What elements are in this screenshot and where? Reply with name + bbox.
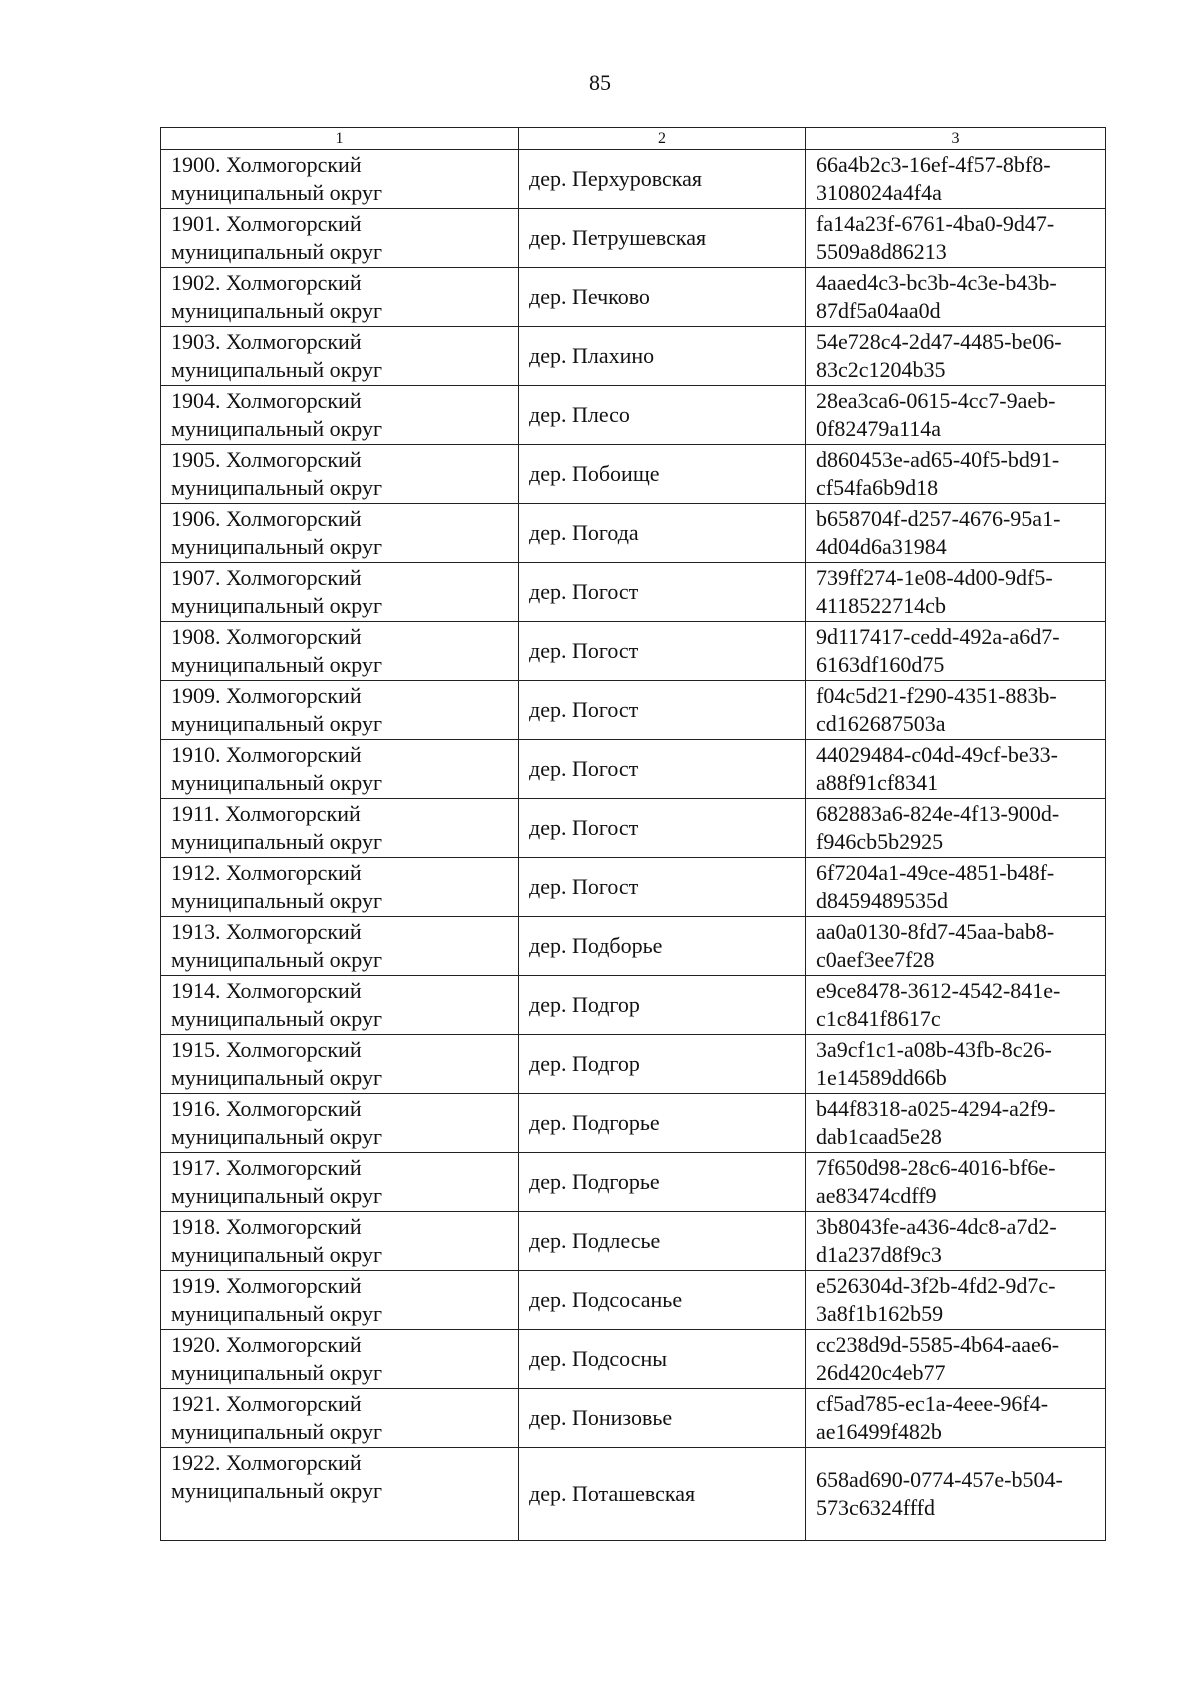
district-name: Холмогорский муниципальный округ — [171, 919, 383, 972]
row-number: 1908 . — [171, 624, 226, 649]
uuid-cell: 4aaed4c3-bc3b-4c3e-b43b-87df5a04aa0d — [806, 268, 1106, 327]
table-row — [161, 1330, 1106, 1389]
row-number: 1901 . — [171, 211, 226, 236]
district-name: Холмогорский муниципальный округ — [171, 152, 383, 205]
uuid-cell: 54e728c4-2d47-4485-be06-83c2c1204b35 — [806, 327, 1106, 386]
row-number: 1921 . — [171, 1391, 226, 1416]
table-row — [161, 1212, 1106, 1271]
table-row — [161, 917, 1106, 976]
district-name: Холмогорский муниципальный округ — [171, 270, 383, 323]
district-name: Холмогорский муниципальный округ — [171, 1391, 383, 1444]
row-number: 1922 . — [171, 1450, 226, 1475]
uuid-cell: d860453e-ad65-40f5-bd91-cf54fa6b9d18 — [806, 445, 1106, 504]
district-name: Холмогорский муниципальный округ — [171, 742, 383, 795]
district-name: Холмогорский муниципальный округ — [171, 1332, 383, 1385]
settlement-cell: дер. Погост — [519, 740, 806, 799]
district-cell — [161, 1094, 519, 1153]
row-number: 1900 . — [171, 152, 226, 177]
district-name: Холмогорский муниципальный округ — [171, 801, 383, 854]
column-header-2: 2 — [519, 128, 806, 150]
settlement-cell: дер. Плесо — [519, 386, 806, 445]
settlement-cell: дер. Подборье — [519, 917, 806, 976]
district-cell — [161, 563, 519, 622]
settlement-cell: дер. Петрушевская — [519, 209, 806, 268]
table-row — [161, 740, 1106, 799]
table-header — [161, 128, 1106, 150]
row-number: 1915 . — [171, 1037, 226, 1062]
district-cell — [161, 504, 519, 563]
row-number: 1919 . — [171, 1273, 226, 1298]
settlement-cell: дер. Подгор — [519, 1035, 806, 1094]
settlement-cell: дер. Поташевская — [519, 1448, 806, 1541]
district-cell — [161, 1035, 519, 1094]
row-number: 1906 . — [171, 506, 226, 531]
table-row — [161, 327, 1106, 386]
uuid-cell: e9ce8478-3612-4542-841e-c1c841f8617c — [806, 976, 1106, 1035]
district-cell — [161, 1153, 519, 1212]
header-row — [161, 128, 1106, 150]
district-name: Холмогорский муниципальный округ — [171, 388, 383, 441]
settlement-cell: дер. Погода — [519, 504, 806, 563]
table-row — [161, 1153, 1106, 1212]
row-number: 1913 . — [171, 919, 226, 944]
settlement-cell: дер. Подгорье — [519, 1153, 806, 1212]
table-row — [161, 1094, 1106, 1153]
district-name: Холмогорский муниципальный округ — [171, 506, 383, 559]
settlement-cell: дер. Погост — [519, 858, 806, 917]
settlement-cell: дер. Печково — [519, 268, 806, 327]
table-row — [161, 681, 1106, 740]
column-header-1: 1 — [161, 128, 519, 150]
uuid-cell: 739ff274-1e08-4d00-9df5-4118522714cb — [806, 563, 1106, 622]
uuid-cell: 28ea3ca6-0615-4cc7-9aeb-0f82479a114a — [806, 386, 1106, 445]
district-cell — [161, 917, 519, 976]
uuid-cell: f04c5d21-f290-4351-883b-cd162687503a — [806, 681, 1106, 740]
district-name: Холмогорский муниципальный округ — [171, 1214, 383, 1267]
table-row — [161, 504, 1106, 563]
uuid-cell: 6f7204a1-49ce-4851-b48f-d8459489535d — [806, 858, 1106, 917]
column-header-3: 3 — [806, 128, 1106, 150]
district-cell — [161, 681, 519, 740]
district-name: Холмогорский муниципальный округ — [171, 447, 383, 500]
uuid-cell: 658ad690-0774-457e-b504-573c6324fffd — [806, 1448, 1106, 1541]
settlement-cell: дер. Погост — [519, 563, 806, 622]
uuid-cell: b658704f-d257-4676-95a1-4d04d6a31984 — [806, 504, 1106, 563]
district-cell — [161, 327, 519, 386]
district-cell — [161, 445, 519, 504]
settlement-cell: дер. Погост — [519, 799, 806, 858]
table-row — [161, 563, 1106, 622]
district-cell — [161, 386, 519, 445]
row-number: 1902 . — [171, 270, 226, 295]
district-cell — [161, 1212, 519, 1271]
registry-table — [160, 127, 1106, 1541]
district-cell — [161, 858, 519, 917]
row-number: 1911 . — [171, 801, 225, 826]
uuid-cell: 3a9cf1c1-a08b-43fb-8c26-1e14589dd66b — [806, 1035, 1106, 1094]
district-cell — [161, 1271, 519, 1330]
settlement-cell: дер. Подлесье — [519, 1212, 806, 1271]
table-row — [161, 1448, 1106, 1541]
row-number: 1903 . — [171, 329, 226, 354]
settlement-cell: дер. Погост — [519, 622, 806, 681]
district-cell — [161, 740, 519, 799]
table-row — [161, 1271, 1106, 1330]
settlement-cell: дер. Подсосны — [519, 1330, 806, 1389]
row-number: 1909 . — [171, 683, 226, 708]
settlement-cell: дер. Плахино — [519, 327, 806, 386]
district-name: Холмогорский муниципальный округ — [171, 565, 383, 618]
table-row — [161, 1035, 1106, 1094]
settlement-cell: дер. Подгорье — [519, 1094, 806, 1153]
district-name: Холмогорский муниципальный округ — [171, 1037, 383, 1090]
uuid-cell: e526304d-3f2b-4fd2-9d7c-3a8f1b162b59 — [806, 1271, 1106, 1330]
table-row — [161, 150, 1106, 209]
district-cell — [161, 268, 519, 327]
table-row — [161, 209, 1106, 268]
table-row — [161, 799, 1106, 858]
table-row — [161, 268, 1106, 327]
row-number: 1905 . — [171, 447, 226, 472]
district-name: Холмогорский муниципальный округ — [171, 1273, 383, 1326]
district-cell — [161, 1389, 519, 1448]
uuid-cell: 44029484-c04d-49cf-be33-a88f91cf8341 — [806, 740, 1106, 799]
district-cell — [161, 799, 519, 858]
district-name: Холмогорский муниципальный округ — [171, 978, 383, 1031]
district-name: Холмогорский муниципальный округ — [171, 211, 383, 264]
uuid-cell: cf5ad785-ec1a-4eee-96f4-ae16499f482b — [806, 1389, 1106, 1448]
row-number: 1917 . — [171, 1155, 226, 1180]
district-name: Холмогорский муниципальный округ — [171, 860, 383, 913]
uuid-cell: 9d117417-cedd-492a-a6d7-6163df160d75 — [806, 622, 1106, 681]
row-number: 1914 . — [171, 978, 226, 1003]
uuid-cell: 7f650d98-28c6-4016-bf6e-ae83474cdff9 — [806, 1153, 1106, 1212]
district-cell — [161, 976, 519, 1035]
uuid-cell: 682883a6-824e-4f13-900d-f946cb5b2925 — [806, 799, 1106, 858]
settlement-cell: дер. Понизовье — [519, 1389, 806, 1448]
district-cell — [161, 622, 519, 681]
table-row — [161, 445, 1106, 504]
uuid-cell: b44f8318-a025-4294-a2f9-dab1caad5e28 — [806, 1094, 1106, 1153]
row-number: 1912 . — [171, 860, 226, 885]
district-cell — [161, 150, 519, 209]
district-cell — [161, 209, 519, 268]
table-body — [161, 150, 1106, 1541]
settlement-cell: дер. Подгор — [519, 976, 806, 1035]
district-name: Холмогорский муниципальный округ — [171, 624, 383, 677]
row-number: 1920 . — [171, 1332, 226, 1357]
district-name: Холмогорский муниципальный округ — [171, 683, 383, 736]
district-cell — [161, 1330, 519, 1389]
page-number: 85 — [589, 70, 611, 95]
row-number: 1907 . — [171, 565, 226, 590]
row-number: 1904 . — [171, 388, 226, 413]
row-number: 1910 . — [171, 742, 226, 767]
uuid-cell: 3b8043fe-a436-4dc8-a7d2-d1a237d8f9c3 — [806, 1212, 1106, 1271]
table-row — [161, 1389, 1106, 1448]
table-row — [161, 976, 1106, 1035]
district-name: Холмогорский муниципальный округ — [171, 1155, 383, 1208]
uuid-cell: cc238d9d-5585-4b64-aae6-26d420c4eb77 — [806, 1330, 1106, 1389]
row-number: 1918 . — [171, 1214, 226, 1239]
district-name: Холмогорский муниципальный округ — [171, 1096, 383, 1149]
district-cell — [161, 1448, 519, 1541]
settlement-cell: дер. Побоище — [519, 445, 806, 504]
settlement-cell: дер. Подсосанье — [519, 1271, 806, 1330]
table-row — [161, 858, 1106, 917]
district-name: Холмогорский муниципальный округ — [171, 329, 383, 382]
row-number: 1916 . — [171, 1096, 226, 1121]
settlement-cell: дер. Перхуровская — [519, 150, 806, 209]
uuid-cell: fa14a23f-6761-4ba0-9d47-5509a8d86213 — [806, 209, 1106, 268]
uuid-cell: aa0a0130-8fd7-45aa-bab8-c0aef3ee7f28 — [806, 917, 1106, 976]
table-row — [161, 622, 1106, 681]
district-name: Холмогорский муниципальный округ — [171, 1450, 383, 1503]
uuid-cell: 66a4b2c3-16ef-4f57-8bf8-3108024a4f4a — [806, 150, 1106, 209]
table-row — [161, 386, 1106, 445]
settlement-cell: дер. Погост — [519, 681, 806, 740]
